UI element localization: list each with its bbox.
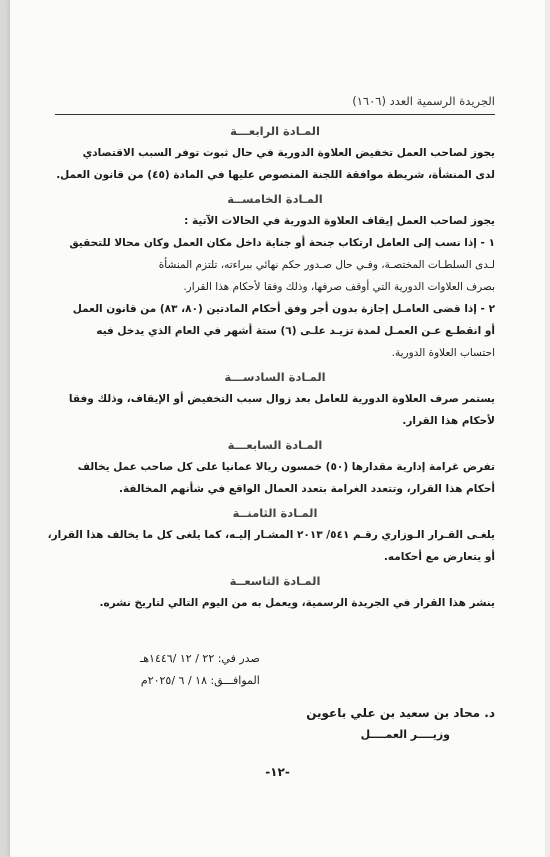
article-line: لأحكام هذا القرار. [402,415,495,427]
article-8 [47,502,495,568]
article-line: لـدى السلطـات المختصـة، وفـي حال صـدور حكم نهائي ببراءته، تلتزم المنشأة [158,259,495,271]
article-line: ٢ - إذا قضى العامـل إجازة بدون أجر وفق أحكام المادتين (٨٠، ٨٣) من قانون العمل [72,303,495,315]
article-6 [55,366,495,432]
article-line: يلغـى القـرار الـوزاري رقـم ٥٤١/ ٢٠١٣ المشـار إليـه، كما يلغى كل ما يخالف هذا القرار، [47,529,495,541]
page-number: -١٢- [265,765,290,779]
dates-block [140,648,260,692]
document-page [10,0,545,857]
corresponding-date: الموافـــق: ١٨ / ٦ /٢٠٢٥م [140,674,260,687]
article-line: ١ - إذا نسب إلى العامل ارتكاب جنحة أو جناية داخل مكان العمل وكان محالا للتحقيق [69,237,495,249]
article-title: المـادة الخامســة [227,192,323,206]
article-line: لدى المنشأة، شريطة موافقة اللجنة المنصوص عليها في المادة (٤٥) من قانون العمل. [56,169,495,181]
page-edge-shadow [0,0,10,857]
article-line: أحكام هذا القرار، وتتعدد الغرامة بتعدد العمال الواقع في شأنهم المخالفة. [118,483,495,495]
article-line: تفرض غرامة إدارية مقدارها (٥٠) خمسون ريالا عمانيا على كل صاحب عمل يخالف [77,461,495,473]
header-title: الجريدة الرسمية العدد (١٦٠٦) [352,94,495,108]
gazette-header [55,92,495,115]
article-line: يجوز لصاحب العمل إيقاف العلاوة الدورية في الحالات الآتية : [184,215,495,227]
article-line: بصرف العلاوات الدورية التي أوقف صرفها، وذلك وفقا لأحكام هذا القرار. [183,281,495,293]
signer-name: د. محاد بن سعيد بن علي باعوين [306,706,495,720]
article-7 [55,434,495,500]
article-4 [55,120,495,186]
issue-date: صدر في: ٢٢ / ١٢ /١٤٤٦هـ [140,652,260,665]
article-line: يجوز لصاحب العمل تخفيض العلاوة الدورية في حال ثبوت توفر السبب الاقتصادي [82,147,495,159]
article-line: أو يتعارض مع أحكامه. [383,551,495,563]
article-title: المـادة السابعـــة [227,438,323,452]
article-line: احتساب العلاوة الدورية. [391,347,495,359]
article-9 [55,570,495,614]
article-5 [55,188,495,364]
article-title: المـادة السادســـة [224,370,326,384]
article-line: أو انقطـع عـن العمـل لمدة تزيـد علـى (٦) ستة أشهر في العام الذي يدخل فيه [96,325,495,337]
article-title: المـادة الثامنــة [232,506,318,520]
signer-title: وزيــــر العمــــل [360,728,450,741]
article-title: المـادة التاسعــة [229,574,321,588]
article-line: يستمر صرف العلاوة الدورية للعامل بعد زوال سبب التخفيض أو الإيقاف، وذلك وفقا [68,393,495,405]
article-title: المـادة الرابعـــة [230,124,320,138]
articles-container [47,118,495,614]
article-line: ينشر هذا القرار في الجريدة الرسمية، ويعمل به من اليوم التالي لتاريخ نشره. [99,597,495,609]
